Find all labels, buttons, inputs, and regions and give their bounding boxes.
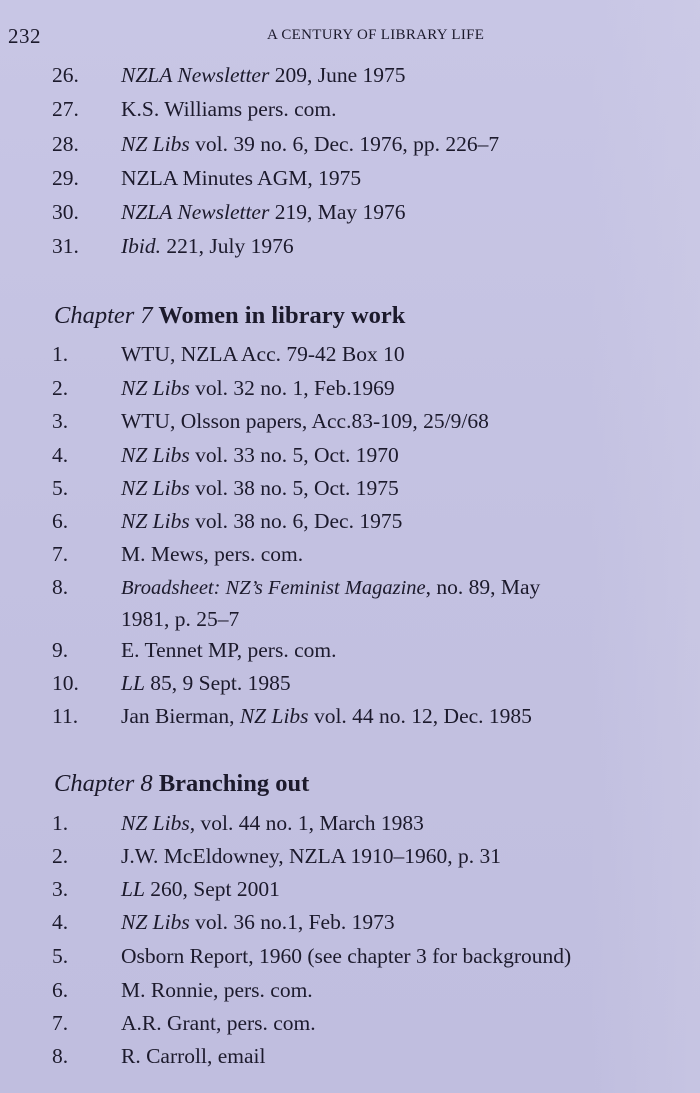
page-number: 232: [8, 24, 41, 48]
note-number: 1.: [52, 342, 69, 366]
note-italic-title: LL: [121, 877, 145, 901]
note-row: [0, 478, 700, 511]
note-text: [121, 846, 641, 868]
note-row: [0, 673, 700, 706]
note-number: 31.: [52, 234, 79, 258]
note-row: [0, 912, 700, 945]
note-prefix: Jan Bierman,: [121, 704, 240, 728]
note-number: 4.: [52, 910, 69, 934]
note-number: 9.: [52, 638, 69, 662]
note-number: 6.: [52, 509, 69, 533]
note-row: [0, 202, 700, 235]
note-text: [121, 411, 641, 433]
note-text: [121, 946, 641, 968]
note-italic-title: NZ Libs: [239, 704, 309, 728]
note-text: [121, 912, 641, 934]
note-text: [121, 168, 641, 190]
note-detail: vol. 38 no. 5, Oct. 1975: [189, 476, 399, 500]
note-detail: A.R. Grant, pers. com.: [121, 1011, 316, 1035]
note-text: [121, 511, 641, 533]
note-italic-title: NZLA Newsletter: [121, 63, 270, 87]
note-italic-title: NZ Libs: [121, 476, 190, 500]
note-detail: vol. 44 no. 12, Dec. 1985: [308, 704, 532, 728]
note-row: [0, 846, 700, 879]
note-detail: , vol. 44 no. 1, March 1983: [189, 811, 424, 835]
note-row: [0, 378, 700, 411]
chapter-label: Chapter 7: [54, 302, 153, 329]
note-text-continuation: 1981, p. 25–7: [121, 607, 240, 631]
note-detail: K.S. Williams pers. com.: [121, 97, 337, 121]
note-row: [0, 706, 700, 739]
note-italic-title: NZ Libs: [121, 376, 190, 400]
note-number: 7.: [52, 1011, 69, 1035]
note-number: 4.: [52, 443, 69, 467]
note-number: 2.: [52, 844, 69, 868]
note-detail: E. Tennet MP, pers. com.: [121, 638, 337, 662]
note-text: [121, 134, 641, 156]
note-row: [0, 511, 700, 544]
note-text: [121, 202, 641, 224]
note-italic-title: LL: [121, 671, 145, 695]
note-number: 5.: [52, 944, 69, 968]
note-text: [121, 65, 641, 87]
note-detail: NZLA Minutes AGM, 1975: [121, 166, 362, 190]
note-detail: vol. 38 no. 6, Dec. 1975: [189, 509, 403, 533]
note-row: [0, 344, 700, 377]
note-italic-title: NZ Libs: [121, 811, 190, 835]
note-text: [121, 236, 641, 258]
chapter-label: Chapter 8: [54, 770, 153, 797]
running-head: A CENTURY OF LIBRARY LIFE: [267, 27, 485, 43]
note-number: 11.: [52, 704, 79, 728]
note-detail: vol. 39 no. 6, Dec. 1976, pp. 226–7: [189, 132, 500, 156]
note-italic-title: NZ Libs: [121, 132, 190, 156]
note-detail: vol. 33 no. 5, Oct. 1970: [189, 443, 399, 467]
note-number: 3.: [52, 409, 69, 433]
note-text: [121, 478, 641, 500]
note-text: [121, 378, 641, 400]
note-row: [0, 168, 700, 201]
note-row: [0, 99, 700, 132]
note-text: [121, 577, 641, 599]
note-row: [0, 544, 700, 577]
note-italic-title: NZLA Newsletter: [121, 200, 270, 224]
note-italic-title: NZ Libs: [121, 509, 190, 533]
chapter-title: Women in library work: [152, 302, 406, 329]
note-italic-title: NZ Libs: [121, 910, 190, 934]
note-detail: 219, May 1976: [269, 200, 406, 224]
note-detail: vol. 32 no. 1, Feb.1969: [189, 376, 395, 400]
note-row: [0, 134, 700, 167]
note-row: [0, 445, 700, 478]
note-number: 1.: [52, 811, 69, 835]
note-row: [0, 980, 700, 1013]
note-number: 7.: [52, 542, 69, 566]
note-detail: vol. 36 no.1, Feb. 1973: [189, 910, 395, 934]
note-number: 10.: [52, 671, 79, 695]
note-text: [121, 640, 641, 662]
note-text: [121, 673, 641, 695]
note-number: 30.: [52, 200, 79, 224]
note-text: [121, 706, 641, 728]
note-text: [121, 879, 641, 901]
note-number: 28.: [52, 132, 79, 156]
note-row: [0, 577, 700, 643]
note-row: [0, 1046, 700, 1079]
note-italic-title: Ibid.: [121, 234, 162, 258]
note-number: 29.: [52, 166, 79, 190]
note-number: 6.: [52, 978, 69, 1002]
note-text: [121, 1013, 641, 1035]
note-number: 5.: [52, 476, 69, 500]
note-row: [0, 813, 700, 846]
note-detail: J.W. McEldowney, NZLA 1910–1960, p. 31: [121, 844, 502, 868]
note-number: 27.: [52, 97, 79, 121]
note-number: 2.: [52, 376, 69, 400]
note-detail: M. Mews, pers. com.: [121, 542, 304, 566]
note-number: 8.: [52, 1044, 69, 1068]
note-text: [121, 1046, 641, 1068]
note-row: [0, 946, 700, 979]
chapter-8-heading: [54, 770, 309, 798]
note-row: [0, 879, 700, 912]
note-text: [121, 445, 641, 467]
note-detail: M. Ronnie, pers. com.: [121, 978, 313, 1002]
note-detail: 260, Sept 2001: [144, 877, 280, 901]
note-row: [0, 640, 700, 673]
note-detail: 209, June 1975: [269, 63, 406, 87]
note-text: [121, 344, 641, 366]
note-italic-title: NZ Libs: [121, 443, 190, 467]
note-row: [0, 411, 700, 444]
note-row: [0, 1013, 700, 1046]
note-detail: 85, 9 Sept. 1985: [144, 671, 291, 695]
note-number: 8.: [52, 575, 69, 599]
chapter-title: Branching out: [152, 770, 310, 797]
chapter-7-heading: [54, 302, 405, 330]
note-row: [0, 65, 700, 98]
note-italic-title: Broadsheet: NZ’s Feminist Magazine: [121, 577, 426, 599]
note-detail: WTU, NZLA Acc. 79-42 Box 10: [121, 342, 405, 366]
note-detail: , no. 89, May: [425, 575, 541, 599]
note-text: [121, 99, 641, 121]
note-text: [121, 813, 641, 835]
note-detail: Osborn Report, 1960 (see chapter 3 for background): [121, 944, 572, 968]
note-detail: R. Carroll, email: [121, 1044, 266, 1068]
note-detail: WTU, Olsson papers, Acc.83-109, 25/9/68: [121, 409, 489, 433]
note-text: [121, 980, 641, 1002]
note-row: [0, 236, 700, 269]
note-number: 26.: [52, 63, 79, 87]
note-number: 3.: [52, 877, 69, 901]
note-detail: 221, July 1976: [161, 234, 294, 258]
note-text: [121, 544, 641, 566]
